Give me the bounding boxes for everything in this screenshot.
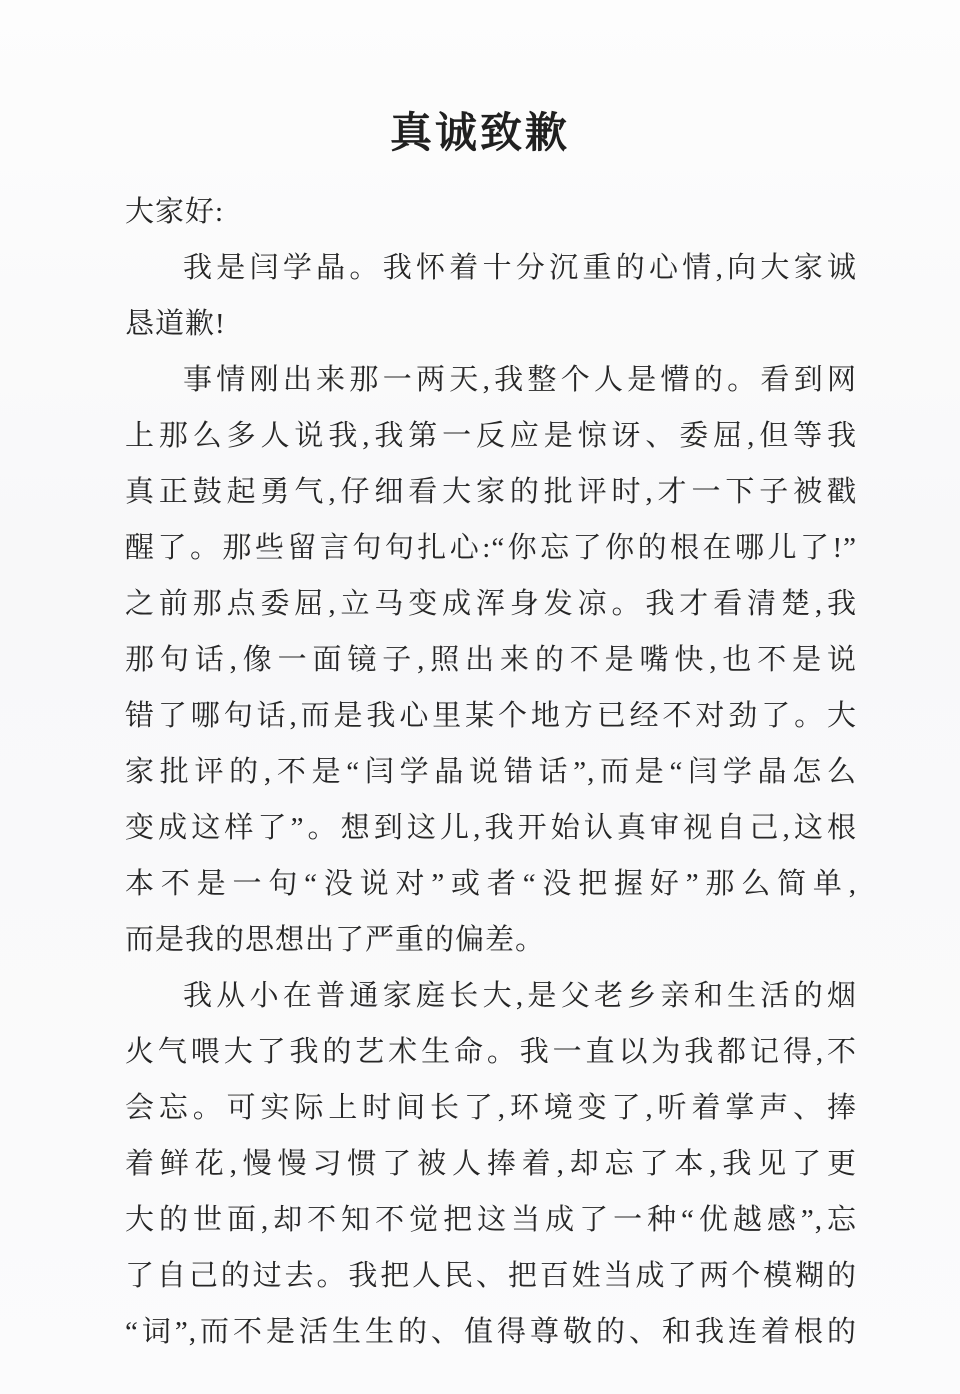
text-line: 火气喂大了我的艺术生命。我一直以为我都记得,不 bbox=[125, 1036, 857, 1068]
document-title: 真诚致歉 bbox=[389, 111, 570, 157]
text-line: 会忘。可实际上时间长了,环境变了,听着掌声、捧 bbox=[125, 1092, 857, 1124]
text-line: 真正鼓起勇气,仔细看大家的批评时,才一下子被戳 bbox=[125, 476, 857, 508]
document-body bbox=[125, 184, 857, 1360]
text-line: 本不是一句“没说对”或者“没把握好”那么简单, bbox=[125, 868, 857, 900]
text-line: 那句话,像一面镜子,照出来的不是嘴快,也不是说 bbox=[125, 644, 857, 676]
text-line: 大的世面,却不知不觉把这当成了一种“优越感”,忘 bbox=[125, 1204, 857, 1236]
text-line: 我从小在普通家庭长大,是父老乡亲和生活的烟 bbox=[183, 980, 857, 1012]
text-line: 错了哪句话,而是我心里某个地方已经不对劲了。大 bbox=[125, 700, 857, 732]
text-line: 上那么多人说我,我第一反应是惊讶、委屈,但等我 bbox=[125, 420, 857, 452]
text-line: 我是闫学晶。我怀着十分沉重的心情,向大家诚 bbox=[183, 252, 857, 284]
text-line: “词”,而不是活生生的、值得尊敬的、和我连着根的 bbox=[125, 1316, 857, 1348]
text-line: 恳道歉! bbox=[125, 308, 226, 340]
text-line: 之前那点委屈,立马变成浑身发凉。我才看清楚,我 bbox=[125, 588, 857, 620]
text-line: 了自己的过去。我把人民、把百姓当成了两个模糊的 bbox=[125, 1260, 857, 1292]
text-line: 醒了。那些留言句句扎心:“你忘了你的根在哪儿了!” bbox=[125, 532, 857, 564]
text-line: 而是我的思想出了严重的偏差。 bbox=[125, 924, 546, 956]
text-line: 事情刚出来那一两天,我整个人是懵的。看到网 bbox=[183, 364, 857, 396]
text-line: 变成这样了”。想到这儿,我开始认真审视自己,这根 bbox=[125, 812, 857, 844]
text-line: 家批评的,不是“闫学晶说错话”,而是“闫学晶怎么 bbox=[125, 756, 857, 788]
text-line-salutation: 大家好: bbox=[125, 196, 225, 228]
text-line: 着鲜花,慢慢习惯了被人捧着,却忘了本,我见了更 bbox=[125, 1148, 857, 1180]
